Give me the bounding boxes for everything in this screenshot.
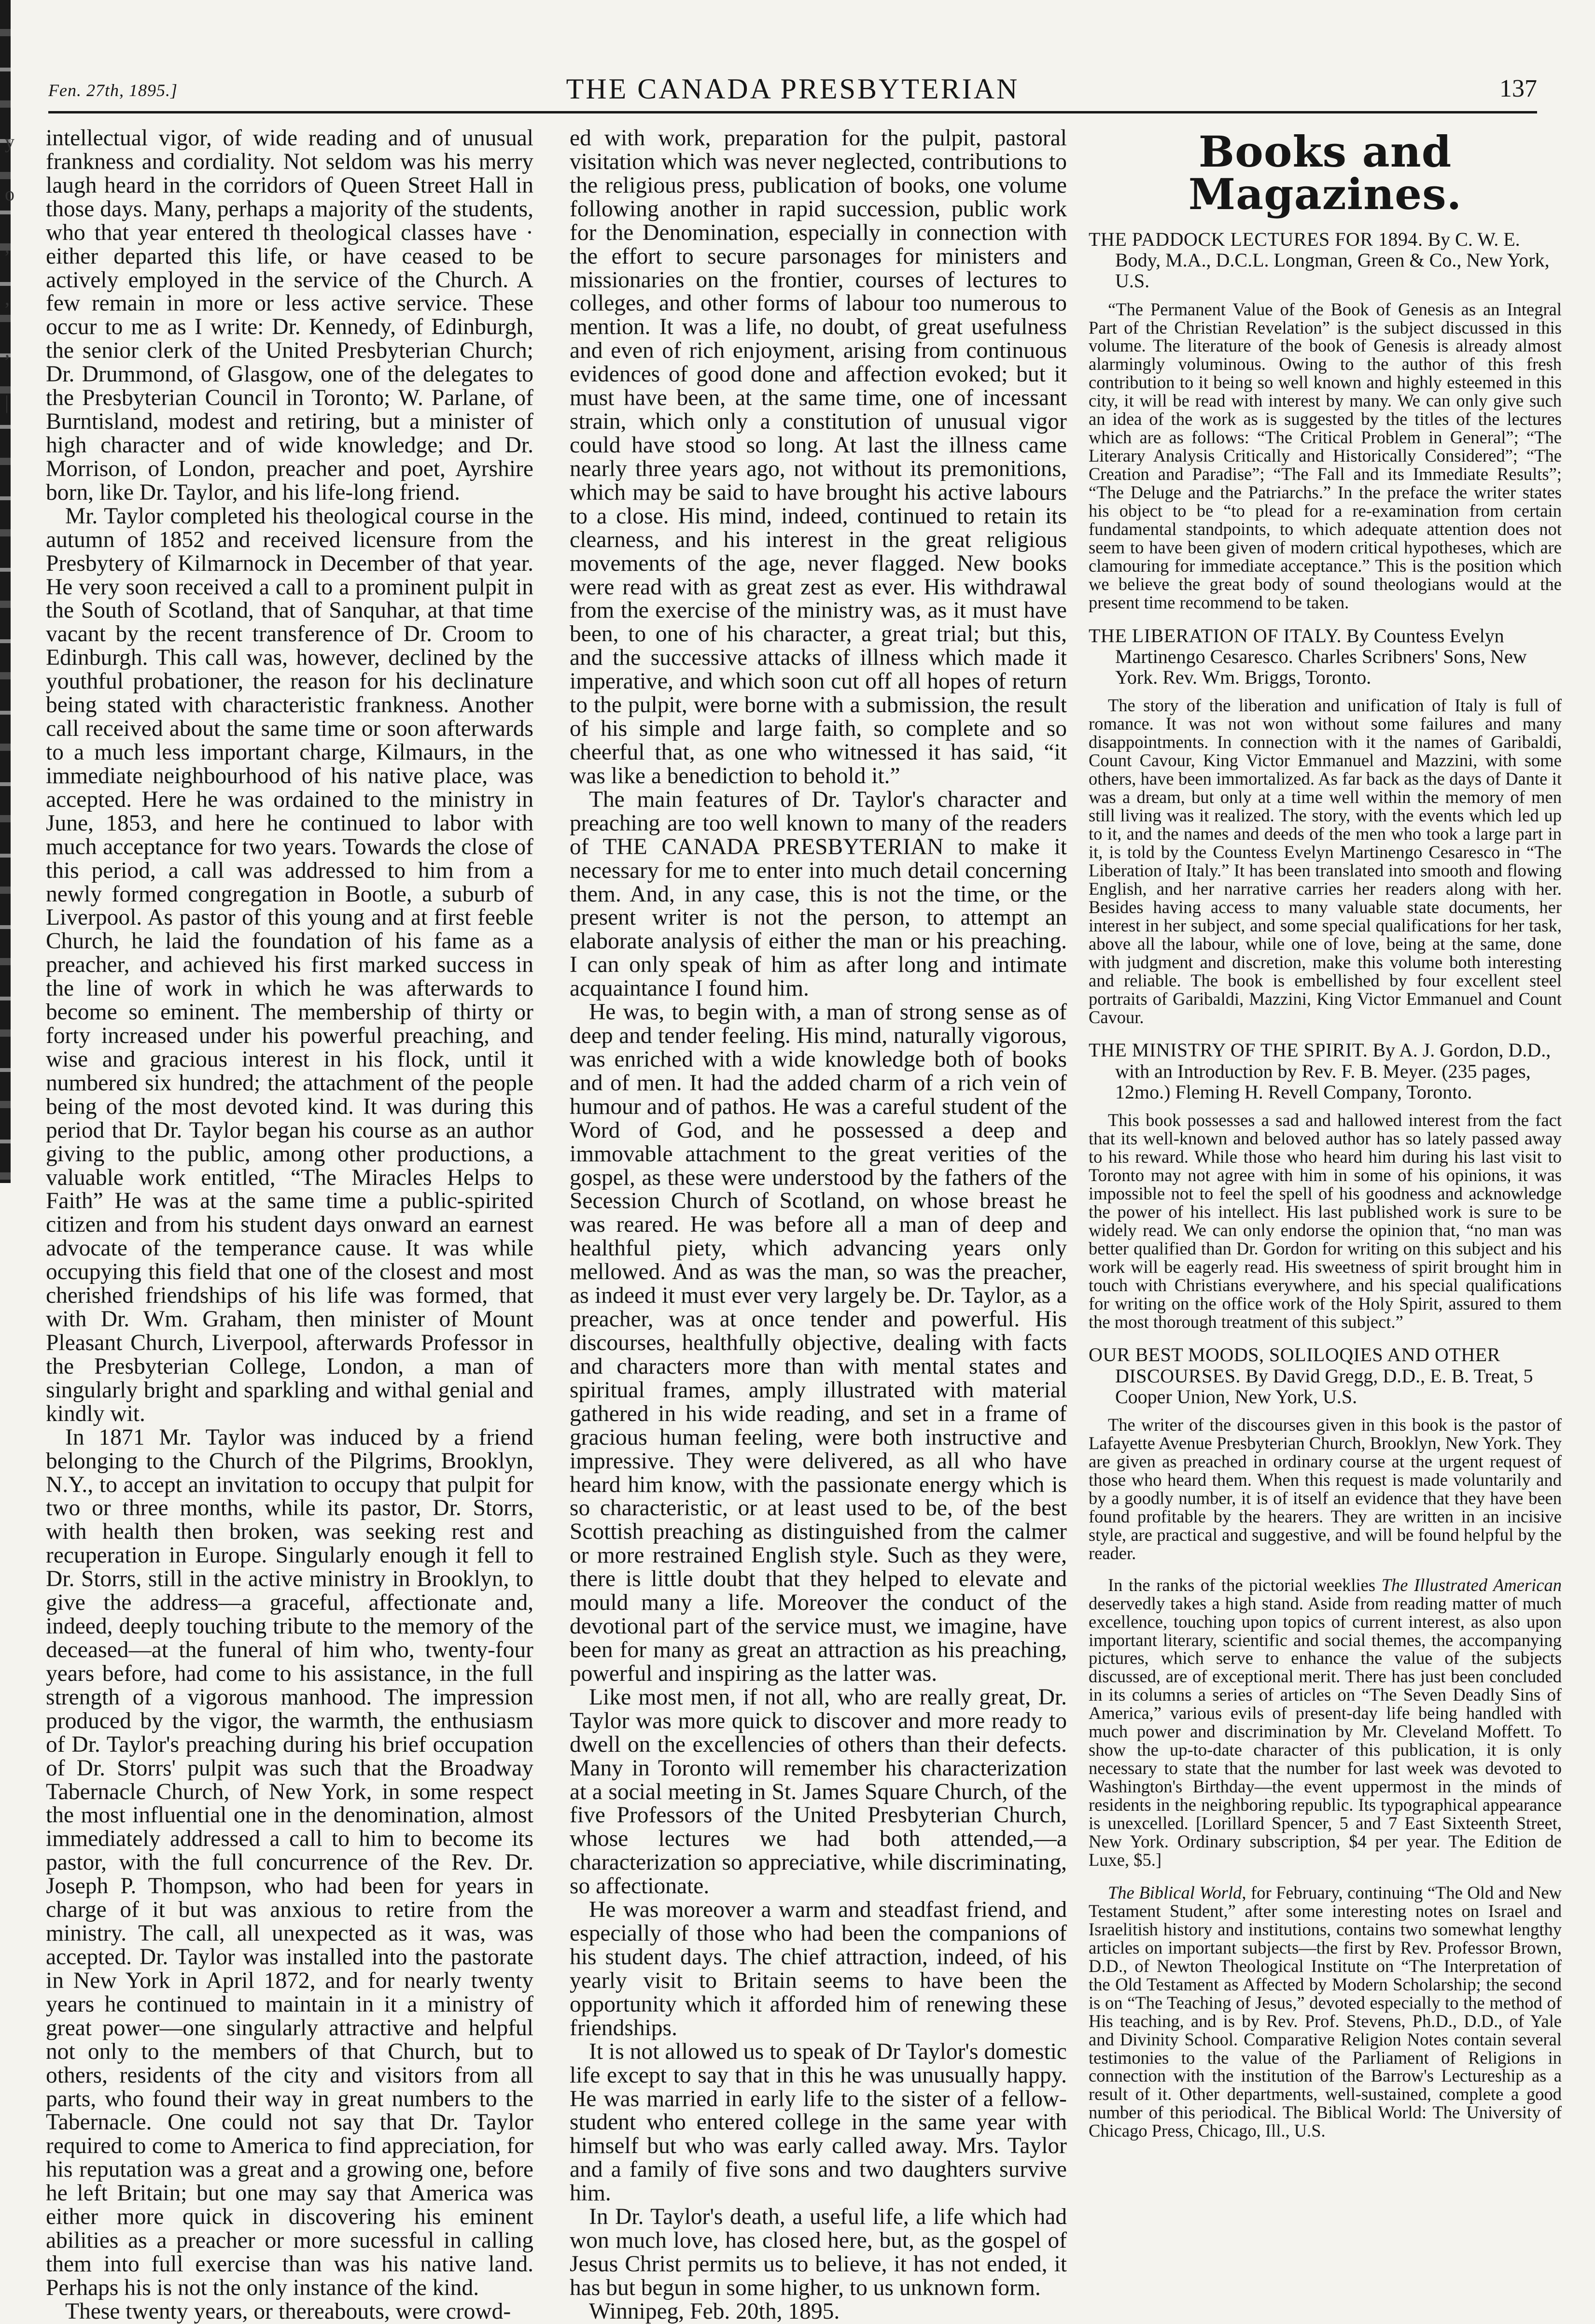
newspaper-title: THE CANADA PRESBYTERIAN — [566, 73, 1020, 105]
margin-mark: y — [5, 131, 14, 153]
paragraph: It is not allowed us to speak of Dr Taylor's domestic life except to say that in this he was unusually happy. He was married in early life to the sister of a fellow-student who entered college in the same year with himself but who was early called away. Mrs. Taylor and a family of five sons and two daughters survive him. — [570, 2039, 1067, 2206]
margin-mark: | — [5, 392, 9, 413]
review — [1089, 625, 1562, 1027]
paragraph: In Dr. Taylor's death, a useful life, a life which had won much love, has closed here, but, as the gospel of Jesus Christ permits us to believe, it has not ended, it has but begun in some higher, to us unknown form. — [570, 2204, 1067, 2300]
review-title: OUR BEST MOODS, SOLILOQIES AND OTHER DISCOURSES. — [1089, 1344, 1500, 1387]
paragraph: Mr. Taylor completed his theological course in the autumn of 1852 and received licensure from the Presbytery of Kilmarnock in December of that year. He very soon received a call to a prominent pulpit in the South of Scotland, that of Sanquhar, at that time vacant by the recent transference of Dr. Croom to Edinburgh. This call was, however, declined by the youthful probationer, the reason for his declinature being stated with characteristic frankness. Another call received about the same time or soon afterwards to a much less important charge, Kilmaurs, in the immediate neighbourhood of his native place, was accepted. Here he was ordained to the ministry in June, 1853, and here he continued to labor with much acceptance for two years. Towards the close of this period, a call was addressed to him from a newly formed congregation in Bootle, a suburb of Liverpool. As pastor of this young and at first feeble Church, he laid the foundation of his fame as a preacher, and achieved his first marked success in the line of work in which he was afterwards to become so eminent. The membership of thirty or forty increased under his powerful preaching, and wise and gracious interest in his flock, until it numbered six hundred; the attachment of the people being of the most devoted kind. It was during this period that Dr. Taylor began his course as an author giving to the public, among other productions, a valuable work entitled, “The Miracles Helps to Faith” He was at the same time a public-spirited citizen and from his student days onward an earnest advocate of the temperance cause. It was while occupying this field that one of the closest and most cherished friendships of his life was formed, that with Dr. Wm. Graham, then minister of Mount Pleasant Church, Liverpool, afterwards Professor in the Presbyterian College, London, a man of singularly bright and sparkling and withal genial and kindly wit. — [46, 503, 533, 1426]
magazine-notice — [1089, 1576, 1562, 1869]
review-title: THE PADDOCK LECTURES FOR 1894. — [1089, 228, 1423, 250]
margin-mark: o — [5, 183, 14, 205]
notice-text: , for February, continuing “The Old and New Testament Student,” after some interesting notes on Israel and Israelitish history and institutions, contains two somewhat lengthy articles on important subjects—the first by Rev. Professor Brown, D.D., of Newton Theological Institute on “The Interpretation of the Old Testament as Affected by Modern Scholarship; the second is on “The Teaching of Jesus,” devoted especially to the method of His teaching, and is by Rev. Prof. Stevens, Ph.D., D.D., of Yale and Divinity School. Comparative Religion Notes contain several testimonies to the value of the Parliament of Religions in connection with the institution of the Barrow's Lectureship as a result of it. Other departments, well-sustained, complete a good number of this periodical. The Biblical World: The University of Chicago Press, Chicago, Ill., U.S. — [1089, 1882, 1562, 2141]
books-column — [1089, 127, 1562, 2169]
article-column-1 — [46, 126, 533, 2324]
paragraph: The main features of Dr. Taylor's character and preaching are too well known to many of the readers of THE CANADA PRESBYTERIAN to make it necessary for me to enter into much detail concerning them. And, in any case, this is not the time, or the present writer is not the person, to attempt an elaborate analysis of either the man or his preaching. I can only speak of him as after long and intimate acquaintance I found him. — [570, 787, 1067, 1001]
review-body: The writer of the discourses given in this book is the pastor of Lafayette Avenue Presbyterian Church, Brooklyn, New York. They are given as preached in ordinary course at the urgent request of those who heard them. When this request is made voluntarily and by a goodly number, it is of itself an evidence that they have been found profitable by the hearers. They are written in an incisive style, are practical and suggestive, and will be found helpful by the reader. — [1089, 1415, 1562, 1563]
paragraph: In 1871 Mr. Taylor was induced by a friend belonging to the Church of the Pilgrims, Brooklyn, N.Y., to accept an invitation to occupy that pulpit for two or three months, while its pastor, Dr. Storrs, with health then broken, was seeking rest and recuperation in Europe. Singularly enough it fell to Dr. Storrs, still in the active ministry in Brooklyn, to give the address—a graceful, affectionate and, indeed, deeply touching tribute to the memory of the deceased—at the funeral of him who, twenty-four years before, had come to his assistance, in the full strength of a vigorous manhood. The impression produced by the vigor, the warmth, the enthusiasm of Dr. Taylor's preaching during his brief occupation of Dr. Storrs' pulpit was such that the Broadway Tabernacle Church, of New York, in some respect the most influential one in the denomination, almost immediately addressed a call to him to become its pastor, with the full concurrence of the Rev. Dr. Joseph P. Thompson, who had been for years in charge of it but was anxious to retire from the ministry. The call, all unexpected as it was, was accepted. Dr. Taylor was installed into the pastorate in New York in April 1872, and for nearly twenty years he continued to maintain in it a ministry of great power—one singularly attractive and helpful not only to the members of that Church, but to others, residents of the city and visitors from all parts, who found their way in great numbers to the Tabernacle. One could not say that Dr. Taylor required to come to America to find appreciation, for his reputation was a great and a growing one, before he left Britain; but one may say that America was either more quick in discovering his eminent abilities as a preacher or more sucessful in calling them into full exercise than was his native land. Perhaps his is not the only instance of the kind. — [46, 1424, 533, 2300]
notice-lead: In the ranks of the pictorial weeklies — [1108, 1575, 1382, 1595]
review-byline: By A. J. Gordon, D.D., with an Introduction by Rev. F. B. Meyer. (235 pages, 12mo.) Fleming H. Revell Company, Toronto. — [1115, 1039, 1551, 1103]
margin-mark: , — [5, 339, 10, 361]
issue-date: Fen. 27th, 1895.] — [48, 81, 178, 100]
review-byline: By Countess Evelyn Martinengo Cesaresco. Charles Scribners' Sons, New York. Rev. Wm. Briggs, Toronto. — [1115, 624, 1527, 689]
paragraph: Like most men, if not all, who are really great, Dr. Taylor was more quick to discover and more ready to dwell on the excellencies of others than their defects. Many in Toronto will remember his characterization at a social meeting in St. James Square Church, of the five Professors of the United Presbyterian Church, whose lectures we had both attended,—a characterization so appreciative, while discriminating, so affectionate. — [570, 1684, 1067, 1899]
magazine-notice — [1089, 1884, 1562, 2140]
review — [1089, 1344, 1562, 1562]
margin-marks — [5, 130, 19, 443]
notice-text: deservedly takes a high stand. Aside from reading matter of much excellence, touching upon topics of current interest, as also upon important literary, scientific and social themes, the accompanying pictures, which serve to enhance the value of the subjects discussed, are of exceptional merit. There has just been concluded in its columns a series of articles on “The Seven Deadly Sins of America,” various evils of present-day life being handled with much power and discrimination by Mr. Cleveland Moffett. To show the up-to-date character of this publication, it is only necessary to state that the number for last week was devoted to Washington's Birthday—the event uppermost in the minds of residents in the neighboring republic. Its typographical appearance is unexcelled. [Lorillard Spencer, 5 and 7 East Sixteenth Street, New York. Ordinary subscription, $4 per year. The Edition de Luxe, $5.] — [1089, 1593, 1562, 1870]
paragraph: He was, to begin with, a man of strong sense as of deep and tender feeling. His mind, naturally vigorous, was enriched with a wide knowledge both of books and of men. It had the added charm of a rich vein of humour and of pathos. He was a careful student of the Word of God, and he possessed a deep and immovable attachment to the great verities of the gospel, as these were understood by the fathers of the Secession Church of Scotland, on whose breast he was reared. He was before all a man of deep and healthful piety, which advancing years only mellowed. And as was the man, so was the preacher, as indeed it must ever very largely be. Dr. Taylor, as a preacher, was at once tender and powerful. His discourses, healthfully objective, dealing with facts and characters more than with mental states and spiritual frames, amply illustrated with material gathered in his wide reading, and set in a frame of gracious human feeling, were both instructive and impressive. They were delivered, as all who have heard him know, with the passionate energy which is so characteristic, or at least used to be, of the best Scottish preaching as distinguished from the calmer or more restrained English style. Such as they were, there is little doubt that they helped to elevate and mould many a life. Moreover the conduct of the devotional part of the service must, we imagine, have been for many as great an attraction as his preaching, powerful and inspiring as the latter was. — [570, 1000, 1067, 1686]
review-byline: By C. W. E. Body, M.A., D.C.L. Longman, Green & Co., New York, U.S. — [1115, 228, 1550, 292]
paragraph: He was moreover a warm and steadfast friend, and especially of those who had been the companions of his student days. The chief attraction, indeed, of his yearly visit to Britain seems to have been the opportunity which it afforded him of renewing these friendships. — [570, 1897, 1067, 2041]
review — [1089, 229, 1562, 612]
page-header — [48, 72, 1537, 113]
review-title: THE LIBERATION OF ITALY. — [1089, 624, 1342, 647]
review-body: “The Permanent Value of the Book of Genesis as an Integral Part of the Christian Revelation” is the subject discussed in this volume. The literature of the book of Genesis is already almost alarmingly voluminous. Owing to the author of this fresh contribution to it being so well known and highly esteemed in this city, it will be read with interest by many. We can only give such an idea of the work as is suggested by the titles of the lectures which are as follows: “The Critical Problem in General”; “The Literary Analysis Critically and Historically Considered”; “The Creation and Paradise”; “The Fall and its Immediate Results”; “The Deluge and the Patriarchs.” In the preface the writer states his object to be “to plead for a re-examination from certain fundamental standpoints, to which adequate attention does not seem to have been given of modern critical hypotheses, which are clamouring for immediate acceptance.” This is the position which we believe the great body of sound theologians would at the present time recommend to be taken. — [1089, 299, 1562, 612]
paragraph: These twenty years, or thereabouts, were crowd- — [65, 2298, 511, 2324]
review-body: The story of the liberation and unification of Italy is full of romance. It was not won without some failures and many disappointments. In connection with it the names of Garibaldi, Count Cavour, King Victor Emmanuel and Mazzini, with some others, have been immortalized. As far back as the days of Dante it was a dream, but only at a time well within the memory of men still living was it realized. The story, with the events which led up to it, and the names and deeds of the men who took a large part in it, is told by the Countess Evelyn Martinengo Cesaresco in “The Liberation of Italy.” It has been translated into smooth and flowing English, and her narrative carries her readers along with her. Besides having access to many valuable state documents, her interest in her subject, and some special qualifications for her task, above all the labour, while one of love, being at the same, done with judgment and discretion, make this volume both interesting and reliable. The book is embellished by four excellent steel portraits of Garibaldi, Mazzini, King Victor Emmanuel and Count Cavour. — [1089, 695, 1562, 1027]
page-number: 137 — [1499, 75, 1537, 102]
periodical-name: The Biblical World — [1108, 1882, 1242, 1902]
periodical-name: The Illustrated American — [1381, 1575, 1562, 1595]
signoff: Winnipeg, Feb. 20th, 1895. — [589, 2298, 840, 2324]
section-title: Books and Magazines. — [1188, 127, 1462, 219]
paragraph: ed with work, preparation for the pulpit, pastoral visitation which was never neglected, contributions to the religious press, publication of books, one volume following another in rapid succession, public work for the Denomination, especially in connection with the effort to secure parsonages for ministers and missionaries on the frontier, courses of lectures to colleges, and other forms of labour too numerous to mention. It was a life, no doubt, of great usefulness and even of rich enjoyment, arising from continuous evidences of good done and affection evoked; but it must have been, at the same time, one of incessant strain, which only a constitution of unusual vigor could have stood so long. At last the illness came nearly three years ago, not without its premonitions, which may be said to have brought his active labours to a close. His mind, indeed, continued to retain its clearness, and his interest in the great religious movements of the age, never flagged. New books were read with as great zest as ever. His withdrawal from the exercise of the ministry was, as it must have been, to one of his character, a great trial; but this, and the successive attacks of illness which made it imperative, and which soon cut off all hopes of return to the pulpit, were borne with a submission, the result of his simple and large faith, so complete and so cheerful that, as one who witnessed it has said, “it was like a benediction to behold it.” — [570, 126, 1067, 789]
review-title: THE MINISTRY OF THE SPIRIT. — [1089, 1039, 1368, 1061]
review — [1089, 1040, 1562, 1331]
margin-mark: , — [5, 287, 10, 309]
margin-mark: , — [5, 235, 10, 257]
paragraph: intellectual vigor, of wide reading and of unusual frankness and cordiality. Not seldom was his merry laugh heard in the corridors of Queen Street Hall in those days. Many, perhaps a majority of the students, who that year entered th theological classes have · either departed this life, or have ceased to be actively employed in the service of the Church. A few remain in more or less active service. These occur to me as I write: Dr. Kennedy, of Edinburgh, the senior clerk of the United Presbyterian Church; Dr. Drummond, of Glasgow, one of the delegates to the Presbyterian Council in Toronto; W. Parlane, of Burntisland, modest and retiring, but a minister of high character and of wide knowledge; and Dr. Morrison, of London, preacher and poet, Ayrshire born, like Dr. Taylor, and his life-long friend. — [46, 126, 533, 505]
article-column-2 — [570, 126, 1067, 2324]
review-body: This book possesses a sad and hallowed interest from the fact that its well-known and beloved author has so lately passed away to his reward. While those who heard him during his last visit to Toronto may not agree with him in some of his opinions, it was impossible not to feel the spell of his goodness and acknowledge the power of his intellect. His last published work is sure to be widely read. We can only endorse the opinion that, “no man was better qualified than Dr. Gordon for writing on this subject and his work will be eagerly read. His sweetness of spirit brought him in touch with Christians everywhere, and his special qualifications for writing on the office work of the Holy Spirit, assured to them the most thorough treatment of this subject.” — [1089, 1110, 1562, 1332]
review-byline: By David Gregg, D.D., E. B. Treat, 5 Cooper Union, New York, U.S. — [1115, 1365, 1533, 1408]
